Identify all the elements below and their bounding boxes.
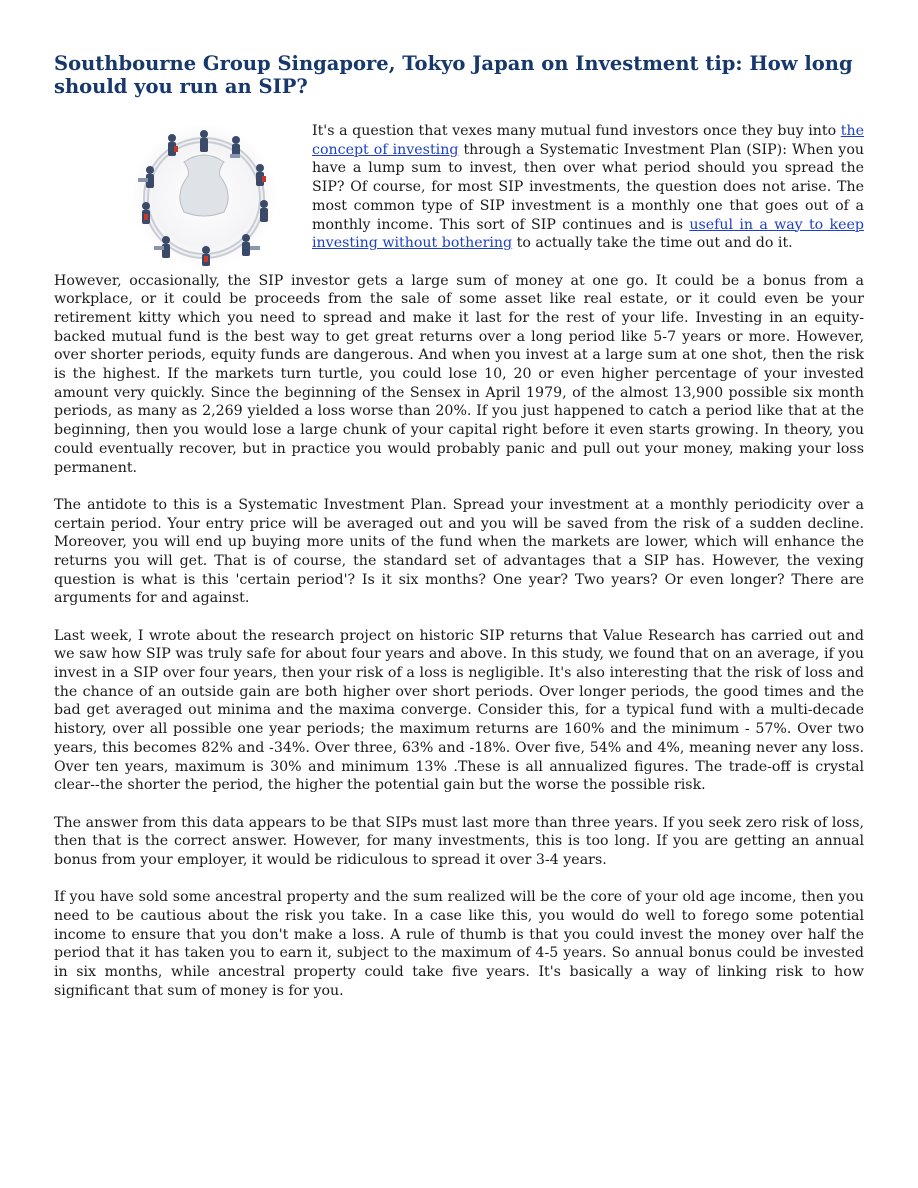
paragraph-6: If you have sold some ancestral property and the sum realized will be the core of your old age income, then you need to be cautious about the risk you take. In a case like this, you would do well to forego some potential income to ensure that you don't make a loss. A rule of thumb is that you could invest the money over half the period that it has taken you to earn it, subject to the maximum of 4-5 years. So annual bonus could be invested in six months, while ancestral property could take five years. It's basically a way of linking risk to how significant that sum of money is for you. — [54, 889, 864, 999]
paragraph-1-text-b: through a Systematic Investment Plan (SIP): When you have a lump sum to invest, then over what period should you spread the SIP? Of course, for most SIP investments, the question does not arise. The most common type of SIP investment is a monthly one that goes out of a monthly income. This sort of SIP continues and is — [312, 141, 864, 233]
concept-of-investing-link[interactable]: the concept of investing — [312, 123, 864, 158]
business-people-circle-illustration — [54, 122, 312, 270]
article-title: Southbourne Group Singapore, Tokyo Japan on Investment tip: How long should you run an SIP? — [54, 52, 853, 98]
illustration-graphic — [54, 122, 312, 270]
keep-investing-link[interactable]: useful in a way to keep investing without bothering — [312, 216, 864, 252]
paragraph-1-text-c: to actually take the time out and do it. — [512, 235, 793, 252]
intro-section — [54, 122, 864, 477]
article — [54, 52, 864, 1001]
paragraph-1-text-a: It's a question that vexes many mutual fund investors once they buy into — [312, 123, 841, 139]
paragraph-2: However, occasionally, the SIP investor gets a large sum of money at one go. It could be a bonus from a workplace, or it could be proceeds from the sale of some asset like real estate, or it could even be your retirement kitty which you need to spread and make it last for the rest of your life. Investing in an equity-backed mutual fund is the best way to get great returns over a long period like 5-7 years or more. However, over shorter periods, equity funds are dangerous. And when you invest at a large sum at one shot, then the risk is the highest. If the markets turn turtle, you could lose 10, 20 or even higher percentage of your invested amount very quickly. Since the beginning of the Sensex in April 1979, of the almost 13,900 possible six month periods, as many as 2,269 yielded a loss worse than 20%. If you just happened to catch a period like that at the beginning, then you would lose a large chunk of your capital right before it even starts growing. In theory, you could eventually recover, but in practice you would probably panic and pull out your money, making your loss permanent. — [54, 272, 864, 476]
paragraph-5: The answer from this data appears to be that SIPs must last more than three years. If you seek zero risk of loss, then that is the correct answer. However, for many investments, this is too long. If you are getting an annual bonus from your employer, it would be ridiculous to spread it over 3-4 years. — [54, 814, 864, 868]
paragraph-3: The antidote to this is a Systematic Investment Plan. Spread your investment at a monthly periodicity over a certain period. Your entry price will be averaged out and you will be saved from the risk of a sudden decline. Moreover, you will end up buying more units of the fund when the markets are lower, which will enhance the returns you will get. That is of course, the standard set of advantages that a SIP has. However, the vexing question is what is this 'certain period'? Is it six months? One year? Two years? Or even longer? There are arguments for and against. — [54, 496, 864, 607]
paragraph-4: Last week, I wrote about the research project on historic SIP returns that Value Research has carried out and we saw how SIP was truly safe for about four years and above. In this study, we found that on an average, if you invest in a SIP over four years, then your risk of a loss is negligible. It's also interesting that the risk of loss and the chance of an outside gain are both higher over short periods. Over longer periods, the good times and the bad get averaged out minima and the maxima converge. Consider this, for a typical fund with a multi-decade history, over all possible one year periods; the maximum returns are 160% and the minimum - 57%. Over two years, this becomes 82% and -34%. Over three, 63% and -18%. Over five, 54% and 4%, meaning never any loss. Over ten years, maximum is 30% and minimum 13% .These is all annualized figures. The trade-off is crystal clear--the shorter the period, the higher the potential gain but the worse the possible risk. — [54, 627, 864, 794]
